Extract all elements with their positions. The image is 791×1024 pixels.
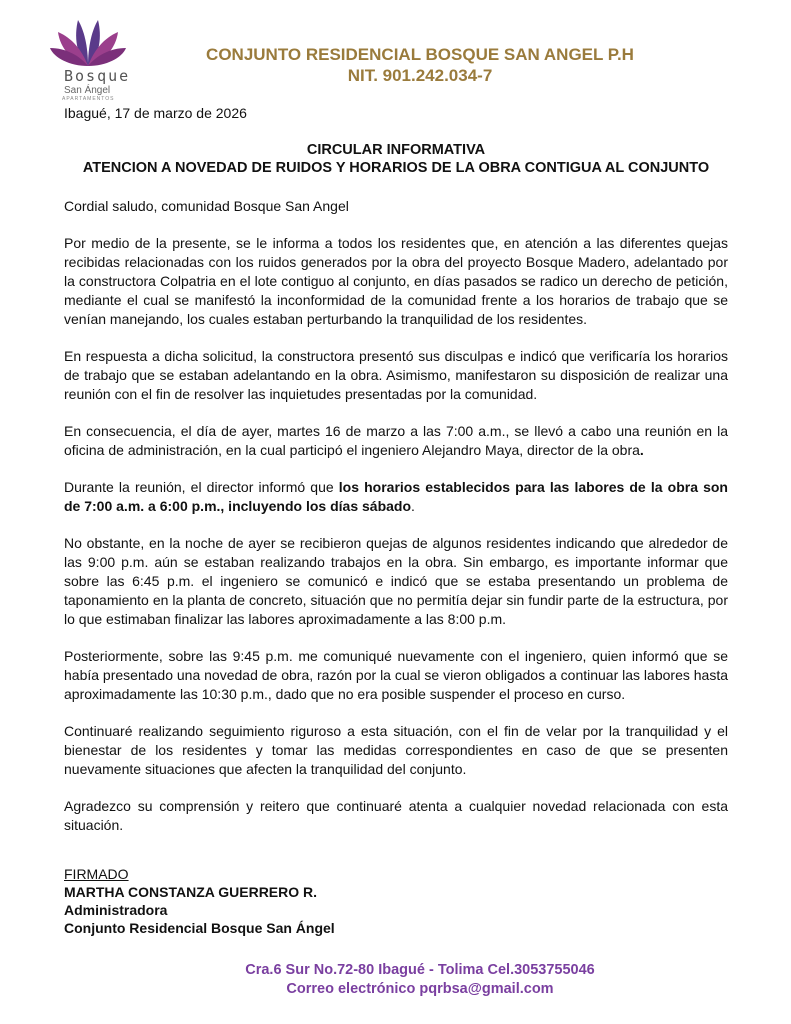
logo-text: Bosque: [64, 67, 131, 85]
paragraph-8: Agradezco su comprensión y reitero que continuaré atenta a cualquier novedad relacionada con esta situación.: [64, 798, 728, 833]
paragraph-3: [64, 422, 728, 460]
organization-name: CONJUNTO RESIDENCIAL BOSQUE SAN ANGEL P.H: [206, 45, 634, 64]
document-title: [64, 141, 728, 177]
greeting: Cordial saludo, comunidad Bosque San Angel: [64, 198, 349, 214]
signature-block: [64, 865, 728, 937]
paragraph-5: No obstante, en la noche de ayer se recibieron quejas de algunos residentes indicando que alrededor de las 9:00 p.m. aún se estaban realizando trabajos en la obra. Sin embargo, es importante informar que sobre las 6:45 p.m. el ingeniero se comunicó e indicó que se estaba presentando un problema de taponamiento en la planta de concreto, situación que no permitía dejar sin fundir parte de la estructura, por lo que estimaban finalizar las labores aproximadamente a las 8:00 p.m.: [64, 535, 728, 627]
signer-organization: Conjunto Residencial Bosque San Ángel: [64, 920, 335, 936]
paragraph-4-end: .: [411, 498, 415, 514]
document-body: [64, 197, 728, 835]
lotus-logo-icon: [48, 18, 128, 68]
paragraph-4-bold: los horarios establecidos para las labores de la obra son de 7:00 a.m. a 6:00 p.m., incluyendo los días sábado: [64, 479, 728, 514]
paragraph-2: En respuesta a dicha solicitud, la constructora presentó sus disculpas e indicó que verificaría los horarios de trabajo que se estaban adelantando en la obra. Asimismo, manifestaron su disposición de realizar una reunión con el fin de resolver las inquietudes presentadas por la comunidad.: [64, 348, 728, 402]
paragraph-6: Posteriormente, sobre las 9:45 p.m. me comuniqué nuevamente con el ingeniero, quien informó que se había presentado una novedad de obra, razón por la cual se vieron obligados a continuar las labores hasta aproximadamente las 10:30 p.m., dado que no era posible suspender el proceso en curso.: [64, 648, 728, 702]
logo-subtext: San Ángel: [64, 85, 111, 96]
footer-address: Cra.6 Sur No.72-80 Ibagué - Tolima Cel.3053755046: [245, 962, 595, 978]
signer-role: Administradora: [64, 902, 168, 918]
paragraph-3-end: .: [639, 442, 644, 458]
title-line-2: ATENCION A NOVEDAD DE RUIDOS Y HORARIOS DE LA OBRA CONTIGUA AL CONJUNTO: [82, 160, 710, 176]
signature-label: FIRMADO: [64, 866, 129, 882]
document-content: [64, 141, 728, 1019]
paragraph-1: Por medio de la presente, se le informa a todos los residentes que, en atención a las diferentes quejas recibidas relacionadas con los ruidos generados por la obra del proyecto Bosque Madero, adelantado por la constructora Colpatria en el lote contiguo al conjunto, en días pasados se radico un derecho de petición, mediante el cual se manifestó la inconformidad de la comunidad frente a los horarios de trabajo que se venían manejando, los cuales estaban perturbando la tranquilidad de los residentes.: [64, 235, 728, 327]
organization-nit: NIT. 901.242.034-7: [347, 66, 493, 85]
footer-email: Correo electrónico pqrbsa@gmail.com: [286, 981, 554, 997]
footer: [140, 961, 700, 999]
paragraph-3-text: En consecuencia, el día de ayer, martes 16 de marzo a las 7:00 a.m., se llevó a cabo una reunión en la oficina de administración, en la cual participó el ingeniero Alejandro Maya, director de la obra: [64, 423, 728, 458]
paragraph-4: [64, 478, 728, 516]
signer-name: MARTHA CONSTANZA GUERRERO R.: [64, 884, 318, 900]
document-date: Ibagué, 17 de marzo de 2026: [64, 105, 247, 121]
paragraph-4-text: Durante la reunión, el director informó que: [64, 479, 339, 495]
paragraph-7: Continuaré realizando seguimiento riguroso a esta situación, con el fin de velar por la tranquilidad y el bienestar de los residentes y tomar las medidas correspondientes en caso de que se presenten nuevamente situaciones que afecten la tranquilidad del conjunto.: [64, 723, 728, 777]
logo-tagline: APARTAMENTOS: [62, 96, 115, 102]
title-line-1: CIRCULAR INFORMATIVA: [306, 142, 486, 158]
